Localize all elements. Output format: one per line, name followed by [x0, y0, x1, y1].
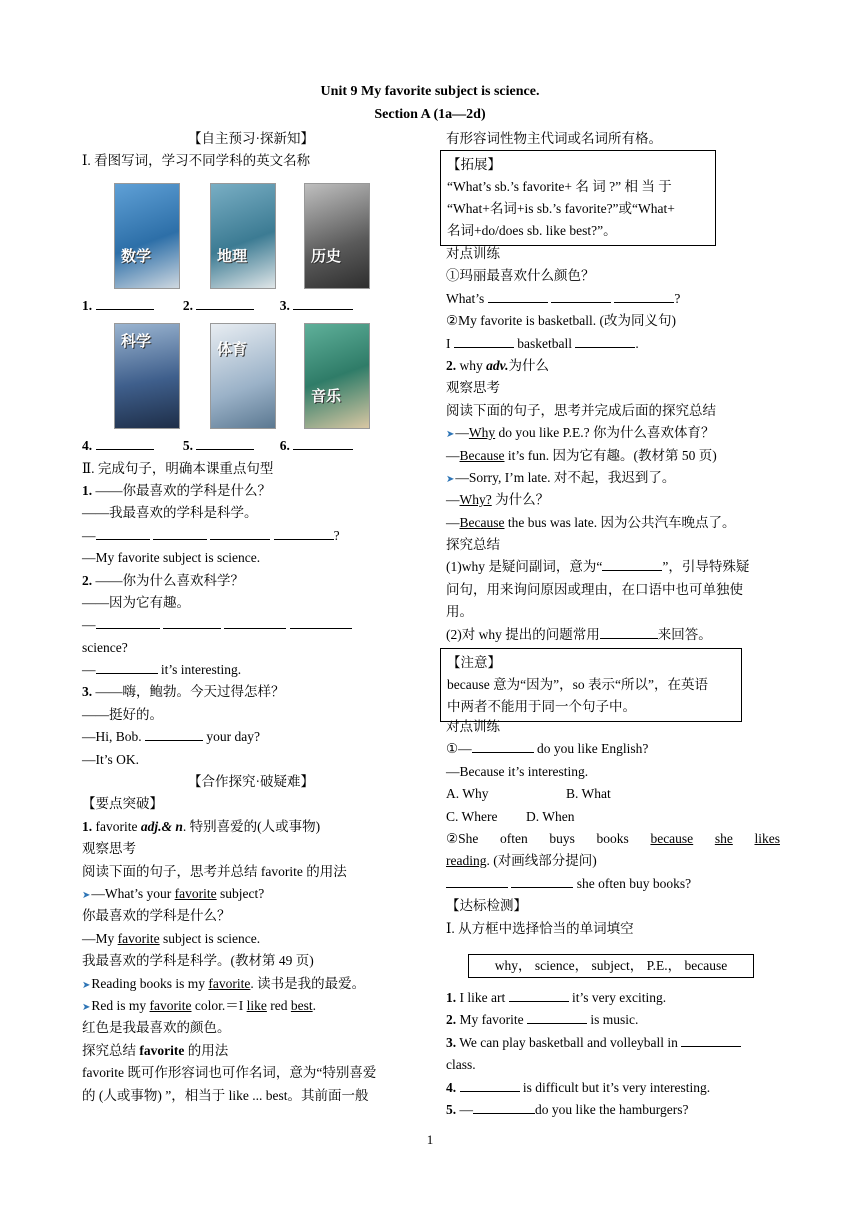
- example-3: ➤Reading books is my favorite. 读书是我的最爱。: [82, 975, 366, 991]
- example-2: —My favorite subject is science.: [82, 930, 261, 946]
- left-column: [82, 128, 420, 1107]
- check-part1-title: Ⅰ. 从方框中选择恰当的单词填空: [446, 920, 634, 936]
- blanks-row-1: 1. 2. 3.: [82, 295, 420, 317]
- arrow-bullet-icon: ➤: [82, 889, 91, 901]
- geography-book-image: 地理: [210, 183, 276, 289]
- observe-label-2: 观察思考: [446, 380, 500, 396]
- summary-line-1: favorite 既可作形容词也可作名词，意为“特别喜爱: [82, 1065, 377, 1081]
- kp2-title: 2. why adv.为什么: [446, 357, 549, 373]
- t1-question: ①— do you like English?: [446, 738, 780, 760]
- q3-cn2: ——挺好的。: [82, 706, 163, 722]
- q2-cn2: ——因为它有趣。: [82, 594, 190, 610]
- q1-cn1: 1. ——你最喜欢的学科是什么？: [82, 482, 271, 498]
- q3-en1: —Hi, Bob. your day?: [82, 726, 420, 748]
- why-example-3: ➤—Sorry, I’m late. 对不起，我迟到了。: [446, 469, 676, 485]
- math-book-image: 数学: [114, 183, 180, 289]
- why-example-2: —Because it’s fun. 因为它有趣。(教材第 50 页): [446, 447, 717, 463]
- extension-title: 【拓展】: [447, 157, 501, 172]
- check-q2: 2. My favorite is music.: [446, 1009, 780, 1031]
- part2-title: Ⅱ. 完成句子，明确本课重点句型: [82, 460, 274, 476]
- check-q3: 3. We can play basketball and volleyball in: [446, 1032, 780, 1054]
- key-points-heading: 【要点突破】: [82, 796, 163, 812]
- page-number: 1: [426, 1132, 434, 1147]
- extension-line-3: 名词+do/does sb. like best?”。: [447, 223, 617, 238]
- summary-1: (1)why 是疑问副词，意为“ ”，引导特殊疑: [446, 556, 780, 578]
- note-line-2: 中两者不能用于同一个句子中。: [447, 699, 636, 714]
- example-2-cn: 我最喜欢的学科是科学。(教材第 49 页): [82, 953, 314, 969]
- option-b: B. What: [566, 786, 611, 802]
- note-line-1: because 意为“因为”，so 表示“所以”，在英语: [447, 677, 708, 692]
- pe-book-image: 体育: [210, 323, 276, 429]
- why-example-5: —Because the bus was late. 因为公共汽车晚点了。: [446, 514, 736, 530]
- summary-2: (2)对 why 提出的问题常用 来回答。: [446, 624, 780, 646]
- t1-options-cd: [446, 806, 780, 828]
- q2-science: science?: [82, 639, 128, 655]
- note-title: 【注意】: [447, 655, 501, 670]
- right-column-bottom: [446, 716, 780, 940]
- word-box: why， science， subject， P.E.， because: [468, 954, 754, 978]
- example-1-cn: 你最喜欢的学科是什么？: [82, 908, 231, 924]
- option-d: D. When: [526, 808, 575, 824]
- t2-line-1: ②She often buys books because she likes: [446, 830, 780, 846]
- part1-title: Ⅰ. 看图写词，学习不同学科的英文名称: [82, 153, 311, 169]
- check-q5: 5. — do you like the hamburgers?: [446, 1099, 780, 1121]
- check-questions: [446, 987, 780, 1121]
- summary-1-line-2: 问句，用来询问原因或理由，在口语中也可单独使: [446, 581, 743, 597]
- option-a: A. Why: [446, 786, 489, 802]
- summary-line-2: 的 (人或事物) ”，相当于 like ... best。其前面一般: [82, 1087, 369, 1103]
- example-4: ➤Red is my favorite color.＝I like red best.: [82, 997, 317, 1013]
- book-row-2: [82, 323, 420, 433]
- observe-instruction-2: 阅读下面的句子，思考并完成后面的探究总结: [446, 402, 716, 418]
- t1-answer: —Because it’s interesting.: [446, 763, 589, 779]
- check-heading: 【达标检测】: [446, 898, 527, 914]
- arrow-bullet-icon: ➤: [82, 1001, 91, 1013]
- note-box: [440, 648, 742, 722]
- q2-blanks: —: [82, 614, 420, 636]
- t1-options-ab: [446, 783, 780, 805]
- science-book-image: 科学: [114, 323, 180, 429]
- preview-heading: 【自主预习·探新知】: [188, 131, 314, 146]
- music-book-image: 音乐: [304, 323, 370, 429]
- q1-blanks: — ?: [82, 525, 420, 547]
- q2-cn1: 2. ——你为什么喜欢科学？: [82, 572, 244, 588]
- p1-cn: ①玛丽最喜欢什么颜色？: [446, 268, 595, 284]
- book-row-1: [82, 183, 420, 293]
- history-book-image: 历史: [304, 183, 370, 289]
- p2-en: ②My favorite is basketball. (改为同义句): [446, 313, 676, 329]
- summary-title: 探究总结 favorite 的用法: [82, 1042, 229, 1058]
- blanks-row-2: 4. 5. 6.: [82, 435, 420, 457]
- unit-title: Unit 9 My favorite subject is science.: [320, 84, 540, 99]
- check-q3-cont: class.: [446, 1057, 476, 1073]
- q1-answer: —My favorite subject is science.: [82, 550, 261, 566]
- observe-label: 观察思考: [82, 841, 136, 857]
- option-c: C. Where: [446, 808, 498, 824]
- observe-instruction: 阅读下面的句子，思考并总结 favorite 的用法: [82, 863, 347, 879]
- kp1-title: 1. favorite adj.& n. 特别喜爱的(人或事物): [82, 818, 321, 834]
- summary-label-2: 探究总结: [446, 537, 500, 553]
- q1-cn2: ——我最喜欢的学科是科学。: [82, 505, 258, 521]
- check-q1: 1. I like art it’s very exciting.: [446, 987, 780, 1009]
- continued-line: 有形容词性物主代词或名词所有格。: [446, 131, 662, 146]
- p2-blanks: I basketball .: [446, 333, 780, 355]
- right-column: [446, 128, 780, 150]
- why-example-1: ➤—Why do you like P.E.? 你为什么喜欢体育？: [446, 425, 715, 441]
- explore-heading: 【合作探究·破疑难】: [188, 774, 314, 790]
- extension-line-1: “What’s sb.’s favorite+ 名 词 ?” 相 当 于: [447, 179, 672, 194]
- arrow-bullet-icon: ➤: [446, 473, 455, 485]
- q3-en2: —It’s OK.: [82, 751, 139, 767]
- extension-line-2: “What+名词+is sb.’s favorite?”或“What+: [447, 201, 675, 216]
- q3-cn1: 3. ——嗨，鲍勃。今天过得怎样？: [82, 684, 285, 700]
- q2-answer: — it’s interesting.: [82, 659, 420, 681]
- arrow-bullet-icon: ➤: [446, 429, 455, 441]
- section-title: Section A (1a—2d): [374, 107, 486, 122]
- t2-line-2: reading. (对画线部分提问): [446, 853, 597, 869]
- why-example-4: —Why? 为什么？: [446, 492, 550, 508]
- extension-box: [440, 150, 716, 246]
- example-4-cn: 红色是我最喜欢的颜色。: [82, 1020, 231, 1036]
- practice-label-2: 对点训练: [446, 719, 500, 734]
- arrow-bullet-icon: ➤: [82, 979, 91, 991]
- p1-blanks: What’s ?: [446, 288, 780, 310]
- practice-label: 对点训练: [446, 246, 500, 261]
- t2-blanks: she often buy books?: [446, 873, 780, 895]
- example-1: ➤—What’s your favorite subject?: [82, 885, 265, 901]
- right-column-lower: [446, 243, 780, 646]
- summary-1-line-3: 用。: [446, 604, 473, 620]
- check-q4: 4. is difficult but it’s very interesting.: [446, 1077, 780, 1099]
